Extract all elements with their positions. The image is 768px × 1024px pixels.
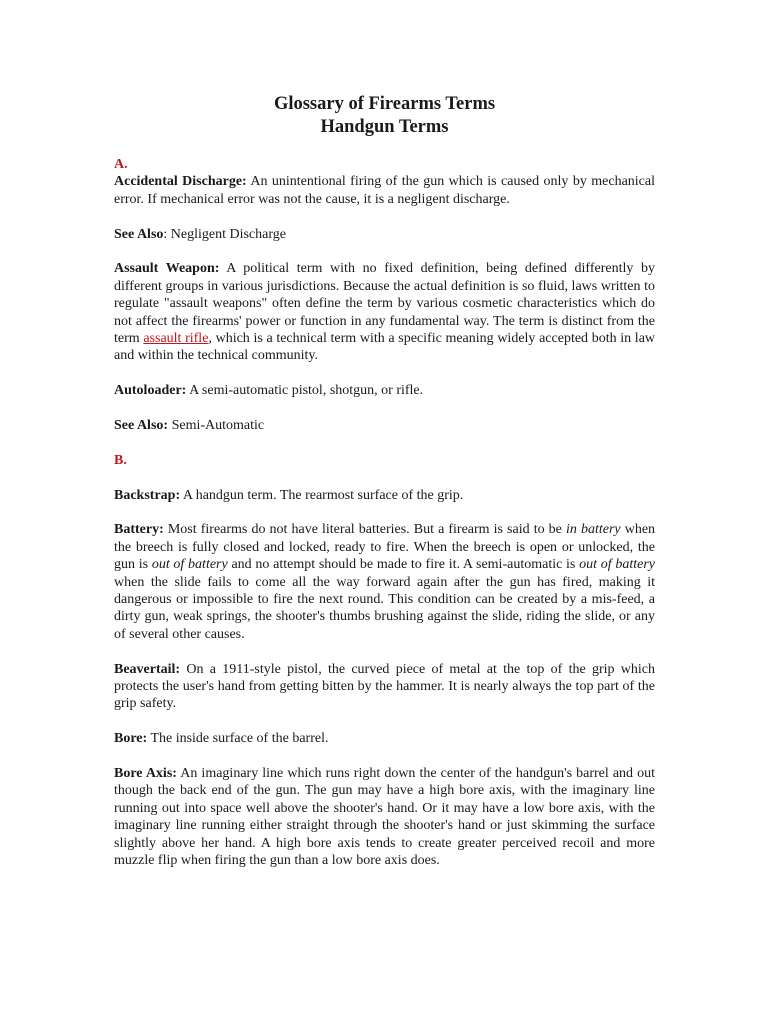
document-subtitle: Handgun Terms bbox=[320, 117, 449, 137]
emphasis-out-of-battery: out of battery bbox=[579, 557, 656, 573]
term-label: Bore Axis: bbox=[114, 766, 177, 782]
term-definition: A handgun term. The rearmost surface of the grip. bbox=[182, 487, 464, 503]
term-definition: Most firearms do not have literal batteries. But a firearm is said to be bbox=[167, 522, 562, 538]
term-definition-continued: and no attempt should be made to fire it. A semi-automatic is bbox=[231, 557, 576, 573]
term-label: Beavertail: bbox=[114, 661, 181, 677]
term-definition: An imaginary line which runs right down the center of the handgun's barrel and out though the back end of the gun. The gun may have a high bore axis, with the imaginary line running out into space well above the shooter's hand. Or it may have a low bore axis, with the imaginary line running either straight through the shooter's hand or just skimming the surface slightly above her hand. A high bore axis tends to create greater perceived recoil and more muzzle flip when firing the gun than a low bore axis does. bbox=[114, 766, 656, 869]
emphasis-out-of-battery: out of battery bbox=[151, 557, 228, 573]
entry-autoloader bbox=[114, 382, 655, 399]
entry-accidental-discharge bbox=[114, 173, 655, 208]
entry-see-also-semi-automatic bbox=[114, 417, 655, 434]
term-definition-continued: when the breech is fully closed and locked, ready to fire. When the breech is open or unlocked, the gun is bbox=[114, 522, 656, 573]
term-definition: A political term with no fixed definition, being defined differently by different groups in various jurisdictions. Because the actual definition is so fluid, laws written to regulate "assault weapons" often define the term by various cosmetic characteristics which do not affect the firearms' power or function in any fundamental way. The term is distinct from the term bbox=[114, 261, 655, 347]
term-label: Autoloader: bbox=[114, 383, 187, 399]
term-label: Assault Weapon: bbox=[114, 261, 220, 277]
entry-bore-axis bbox=[114, 765, 655, 869]
entry-see-also-negligent bbox=[114, 226, 655, 243]
emphasis-in-battery: in battery bbox=[565, 522, 621, 538]
see-also-value: : Negligent Discharge bbox=[163, 226, 286, 242]
section-letter-a: A. bbox=[114, 157, 128, 172]
entry-battery bbox=[114, 521, 655, 643]
entry-beavertail bbox=[114, 661, 655, 713]
term-label: Battery: bbox=[114, 522, 164, 538]
term-label: Backstrap: bbox=[114, 487, 181, 503]
see-also-label: See Also: bbox=[114, 418, 169, 434]
entry-assault-weapon bbox=[114, 260, 655, 364]
term-definition: The inside surface of the barrel. bbox=[150, 731, 329, 747]
term-label: Bore: bbox=[114, 731, 148, 747]
document-title: Glossary of Firearms Terms bbox=[273, 94, 496, 114]
section-letter-b: B. bbox=[114, 452, 127, 468]
term-definition-continued: , which is a technical term with a specific meaning widely accepted both in law and within the technical community. bbox=[114, 331, 656, 364]
entry-bore bbox=[114, 730, 655, 747]
term-definition: On a 1911-style pistol, the curved piece of metal at the top of the grip which protects the user's hand from getting bitten by the hammer. It is nearly always the top part of the grip safety. bbox=[114, 661, 656, 712]
entry-backstrap bbox=[114, 487, 655, 504]
see-also-label: See Also bbox=[114, 226, 164, 242]
term-definition: An unintentional firing of the gun which is caused only by mechanical error. If mechanical error was not the cause, it is a negligent discharge. bbox=[114, 174, 655, 207]
assault-rifle-link[interactable]: assault rifle bbox=[143, 331, 209, 347]
see-also-value: Semi-Automatic bbox=[171, 418, 265, 434]
term-label: Accidental Discharge: bbox=[114, 174, 247, 190]
term-definition: A semi-automatic pistol, shotgun, or rifle. bbox=[189, 383, 424, 399]
term-definition-continued: when the slide fails to come all the way forward again after the gun has fired, making it dangerous or impossible to fire the next round. This condition can be created by a mis-feed, a dirty gun, weak springs, the shooter's thumbs brushing against the slide, riding the slide, or any of several other causes. bbox=[114, 574, 655, 642]
document-body bbox=[114, 93, 655, 887]
